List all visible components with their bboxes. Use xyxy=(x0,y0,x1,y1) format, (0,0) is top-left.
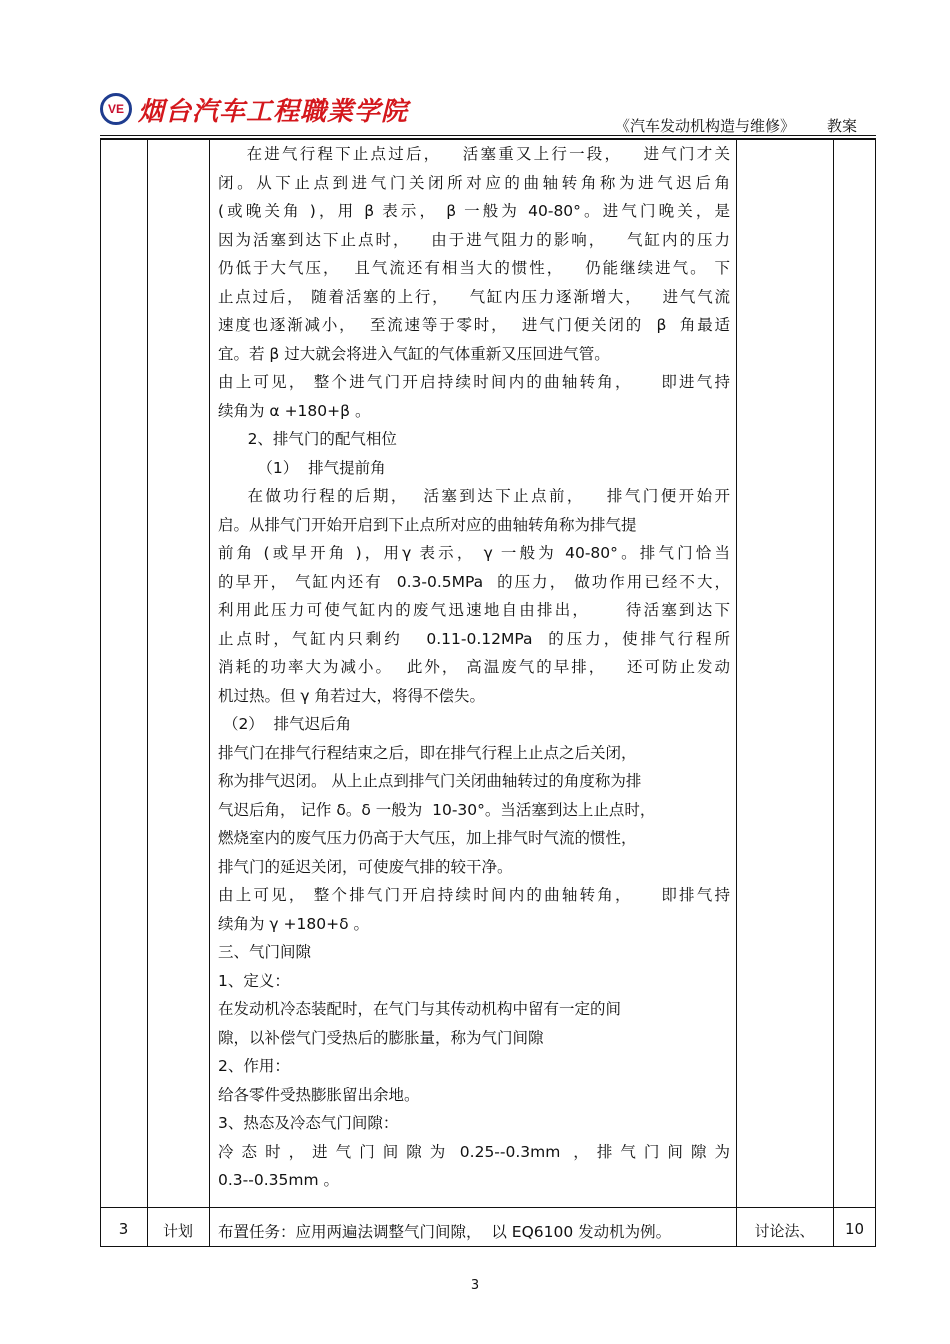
content-line: 在做功行程的后期， 活塞到达下止点前， 排气门便开始开 xyxy=(218,487,731,505)
content-line: 隙，以补偿气门受热后的膨胀量，称为气门间隙 xyxy=(218,1028,544,1047)
course-header xyxy=(615,115,857,136)
content-line: 称为排气迟闭。 从上止点到排气门关闭曲轴转过的角度称为排 xyxy=(218,772,642,790)
content-line: 启。从排气门开始开启到下止点所对应的曲轴转角称为排气提 xyxy=(218,515,637,534)
page-number: 3 xyxy=(470,1278,480,1293)
content-line: 止点过后， 随着活塞的上行， 气缸内压力逐渐增大， 进气气流 xyxy=(218,287,730,306)
table-col-divider xyxy=(833,140,834,1247)
content-line: 三、气门间隙 xyxy=(218,943,312,961)
school-emblem-icon: VE xyxy=(100,93,132,125)
content-line: (或晚关角 )，用 β 表示， β 一般为 40-80°。进气门晚关，是 xyxy=(218,202,730,220)
content-line: 在发动机冷态装配时，在气门与其传动机构中留有一定的间 xyxy=(218,1000,622,1018)
content-line: 因为活塞到达下止点时， 由于进气阻力的影响， 气缸内的压力 xyxy=(218,230,730,249)
content-line: 3、热态及冷态气门间隙： xyxy=(218,1114,399,1132)
content-line: 0.3--0.35mm 。 xyxy=(218,1171,339,1189)
content-line: 由上可见， 整个排气门开启持续时间内的曲轴转角， 即排气持 xyxy=(218,886,730,904)
document-kind: 教案 xyxy=(827,117,858,135)
table-border-right xyxy=(875,140,876,1247)
row-task: 布置任务：应用两遍法调整气门间隙， 以 EQ6100 发动机为例。 xyxy=(218,1223,672,1241)
table-col-divider xyxy=(209,140,210,1247)
content-line: 闭。从下止点到进气门关闭所对应的曲轴转角称为进气迟后角 xyxy=(218,173,730,192)
content-line: 续角为 α +180+β 。 xyxy=(218,401,371,420)
content-line: 利用此压力可使气缸内的废气迅速地自由排出， 待活塞到达下 xyxy=(218,601,730,619)
content-line: 的早开， 气缸内还有 0.3-0.5MPa 的压力， 做功作用已经不大， xyxy=(218,572,730,591)
content-line: 排气门的延迟关闭，可使废气排的较干净。 xyxy=(218,857,513,876)
table-row-divider xyxy=(100,1207,876,1208)
content-line: 排气门在排气行程结束之后，即在排气行程上止点之后关闭， xyxy=(218,743,637,762)
content-line: 前角 (或早开角 )，用γ 表示， γ 一般为 40-80°。排气门恰当 xyxy=(218,544,730,562)
lesson-content xyxy=(218,140,730,1195)
table-border-bottom xyxy=(100,1246,876,1247)
content-line: （2） 排气迟后角 xyxy=(218,715,352,733)
content-line: 在进气行程下止点过后， 活塞重又上行一段， 进气门才关 xyxy=(218,145,730,163)
content-line: 气迟后角， 记作 δ。δ 一般为 10-30°。当活塞到达上止点时， xyxy=(218,800,656,819)
content-line: 2、作用： xyxy=(218,1057,290,1075)
row-method: 讨论法、 xyxy=(754,1222,815,1240)
content-line: 由上可见， 整个进气门开启持续时间内的曲轴转角， 即进气持 xyxy=(218,373,730,391)
row-phase: 计划 xyxy=(162,1222,193,1240)
content-line: 消耗的功率大为减小。 此外， 高温废气的早排， 还可防止发动 xyxy=(218,658,730,676)
content-line: 燃烧室内的废气压力仍高于大气压，加上排气时气流的惯性， xyxy=(218,829,637,847)
content-line: （1） 排气提前角 xyxy=(218,458,386,477)
content-line: 机过热。但 γ 角若过大，将得不偿失。 xyxy=(218,686,486,705)
content-line: 速度也逐渐减小， 至流速等于零时， 进气门便关闭的 β 角最适 xyxy=(218,316,730,334)
school-logo xyxy=(100,88,408,130)
content-line: 宜。若 β 过大就会将进入气缸的气体重新又压回进气管。 xyxy=(218,344,610,363)
table-border-left xyxy=(100,140,101,1247)
row-number: 3 xyxy=(118,1220,129,1238)
school-name: 烟台汽车工程職業学院 xyxy=(138,96,409,127)
row-time: 10 xyxy=(844,1220,865,1238)
lesson-table xyxy=(100,140,876,1247)
content-line: 止点时，气缸内只剩约 0.11-0.12MPa 的压力，使排气行程所 xyxy=(218,629,730,648)
header-rule xyxy=(100,135,876,136)
content-line: 仍低于大气压， 且气流还有相当大的惯性， 仍能继续进气。 下 xyxy=(218,259,730,277)
content-line: 冷 态 时 ， 进 气 门 间 隙 为 0.25--0.3mm ， 排 气 门 间 隙 为 xyxy=(218,1142,730,1161)
table-col-divider xyxy=(147,140,148,1247)
table-col-divider xyxy=(736,140,737,1247)
content-line: 1、定义： xyxy=(218,971,290,990)
content-line: 给各零件受热膨胀留出余地。 xyxy=(218,1085,420,1104)
course-name: 《汽车发动机构造与维修》 xyxy=(615,117,796,135)
content-line: 2、排气门的配气相位 xyxy=(218,430,397,448)
content-line: 续角为 γ +180+δ 。 xyxy=(218,914,369,933)
